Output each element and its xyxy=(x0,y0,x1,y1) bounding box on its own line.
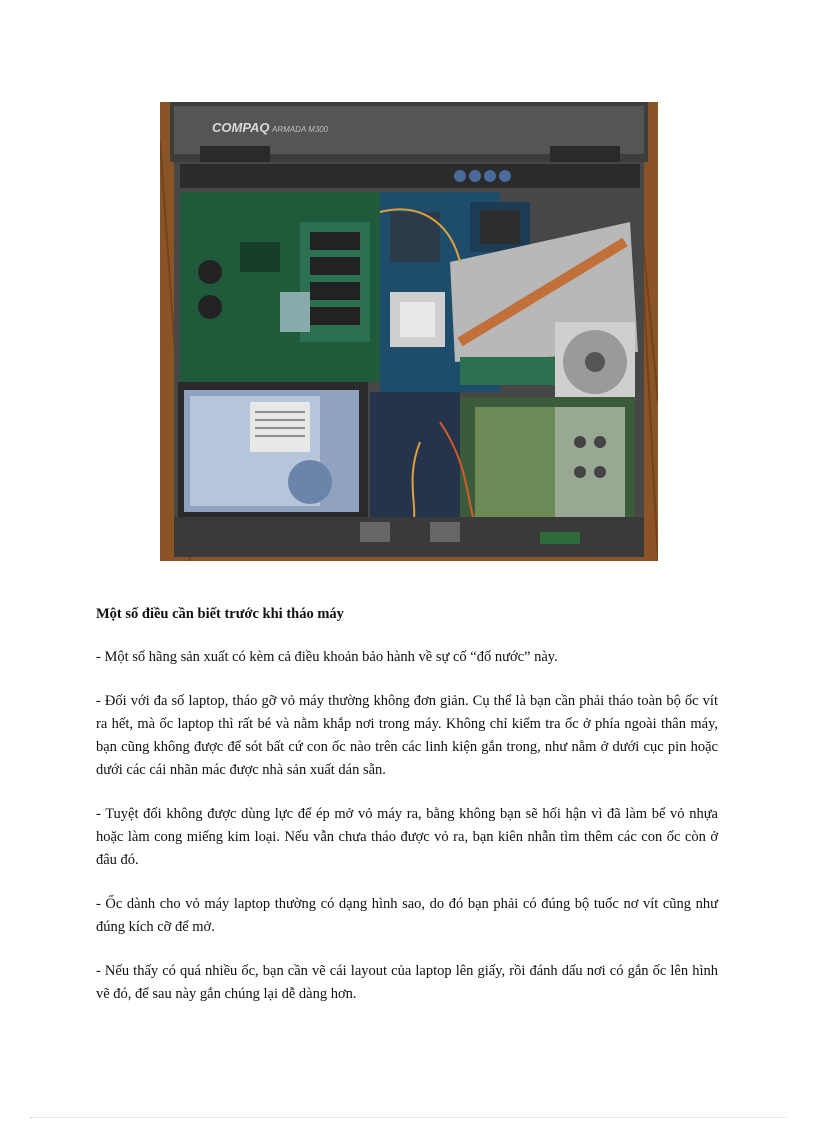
brand-logo-text: COMPAQ xyxy=(212,120,270,135)
section-heading: Một số điều cần biết trước khi tháo máy xyxy=(96,606,344,622)
paragraph-layout-drawing: - Nếu thấy có quá nhiều ốc, bạn cần vẽ cái layout của laptop lên giấy, rồi đánh dấu nơi có gắn ốc lên hình vẽ đó, để sau này gắn chúng lại dễ dàng hơn. xyxy=(96,963,718,1002)
paragraph-screws: - Đối với đa số laptop, tháo gỡ vỏ máy thường không đơn giản. Cụ thể là bạn cần phải tháo toàn bộ ốc vít ra hết, mà ốc laptop thì rất bé và nằm khắp nơi trong máy. Không chỉ kiểm tra ốc ở phía ngoài thân máy, bạn cũng không được để sót bất cứ con ốc nào trên các linh kiện gắn trong, như nằm ở dưới cục pin hoặc dưới các cái nhãn mác được nhà sản xuất dán sẵn. xyxy=(96,693,718,778)
paragraph-star-screws: - Ốc dành cho vỏ máy laptop thường có dạng hình sao, do đó bạn phải có đúng bộ tuốc nơ vít cũng như đúng kích cỡ để mở. xyxy=(96,896,718,935)
model-text: ARMADA M300 xyxy=(272,125,329,134)
article-section xyxy=(96,604,718,1027)
laptop-internals-photo xyxy=(160,102,658,561)
paragraph-no-force: - Tuyệt đối không được dùng lực để ép mở vỏ máy ra, bằng không bạn sẽ hối hận vì đã làm bể vỏ nhựa hoặc làm cong miếng kim loại. Nếu vẫn chưa tháo được vỏ ra, bạn kiên nhẫn tìm thêm các con ốc còn ở đâu đó. xyxy=(96,806,718,868)
paragraph-warranty: - Một số hãng sản xuất có kèm cả điều khoản bảo hành về sự cố “đổ nước” này. xyxy=(96,649,558,665)
page-bottom-divider xyxy=(30,1117,786,1118)
